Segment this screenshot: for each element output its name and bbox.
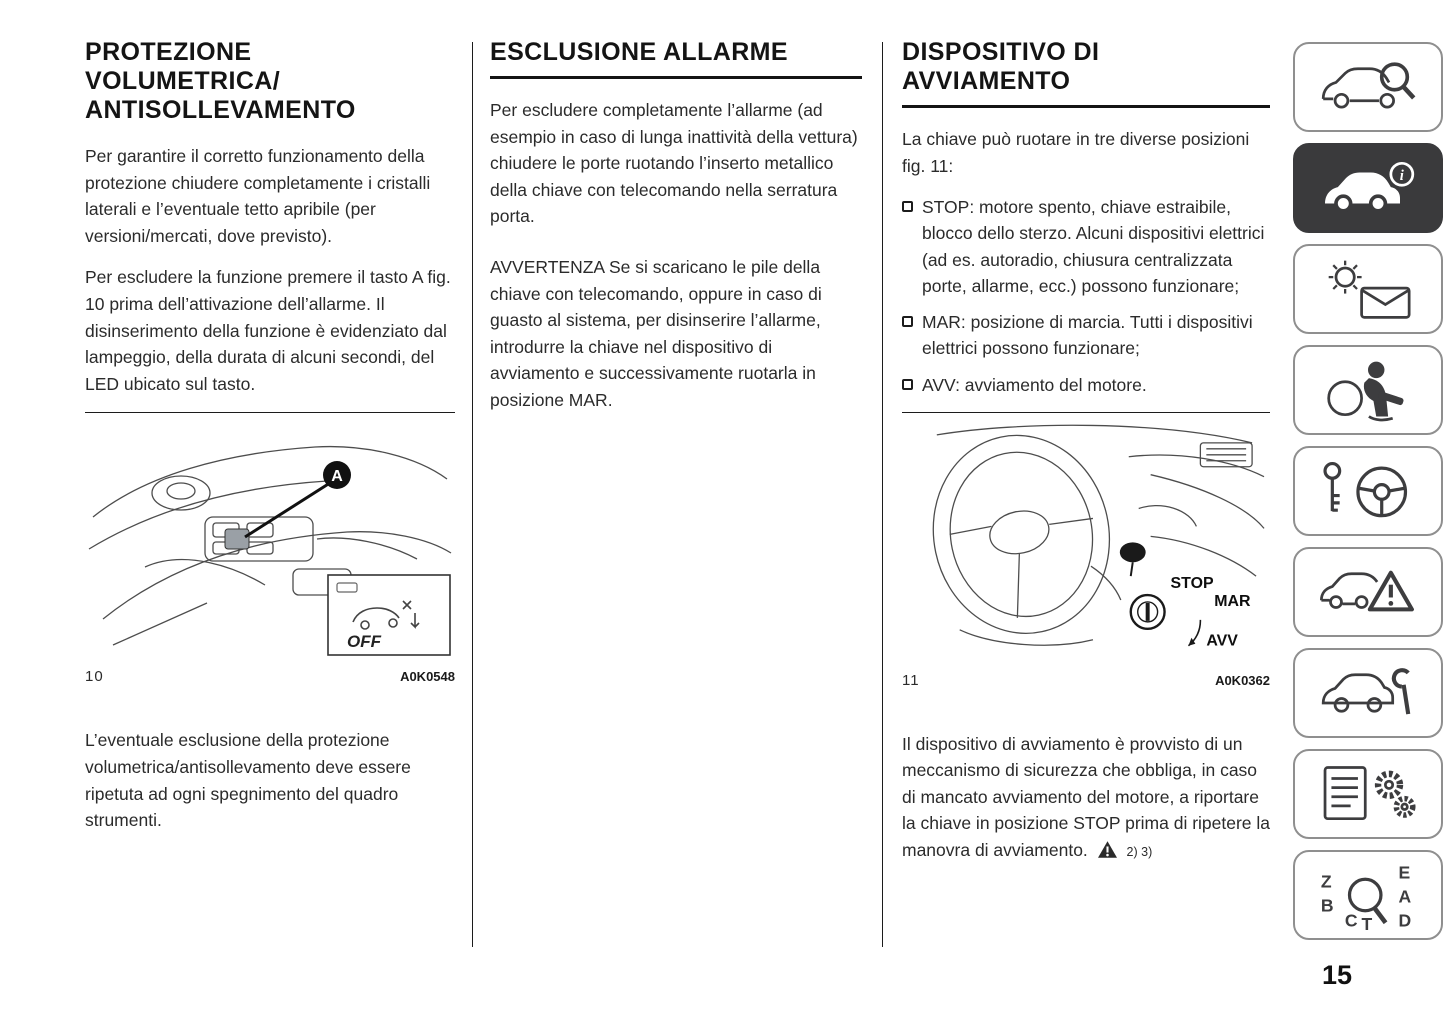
index-letter: D bbox=[1398, 910, 1412, 931]
heading-protezione-volumetrica bbox=[85, 38, 455, 125]
ignition-device-drawing bbox=[902, 417, 1270, 666]
tab-getting-to-know-vehicle[interactable] bbox=[1293, 42, 1443, 132]
document-gears-icon bbox=[1316, 762, 1420, 826]
page-number: 15 bbox=[1322, 960, 1353, 990]
heading-line: ANTISOLLEVAMENTO bbox=[85, 96, 356, 124]
section-tab-strip bbox=[1293, 42, 1443, 940]
heading-line: AVVIAMENTO bbox=[902, 67, 1071, 95]
figure-11-caption bbox=[902, 672, 1270, 689]
key-positions-list bbox=[902, 194, 1270, 398]
column-divider bbox=[472, 42, 473, 947]
paragraph: Per escludere completamente l’allarme (ad esempio in caso di lunga inattività della vettura) chiudere le porte ruotando l’inserto metallico della chiave con telecomando nella serratura porta. bbox=[490, 100, 858, 227]
index-letter: T bbox=[1361, 914, 1373, 932]
figure-10-caption bbox=[85, 668, 455, 685]
callout-A-label: A bbox=[331, 468, 343, 486]
column-dispositivo-avviamento bbox=[902, 38, 1270, 879]
list-item-text: STOP: motore spento, chiave estraibile, blocco dello sterzo. Alcuni dispositivi elettrici (ad es. autoradio, chiusura centralizzata porte, allarme, ecc.) possono funzionare; bbox=[922, 197, 1265, 296]
square-bullet-icon bbox=[902, 316, 913, 327]
list-item bbox=[902, 372, 1270, 398]
light-envelope-icon bbox=[1316, 257, 1420, 321]
letters-index-icon bbox=[1316, 858, 1420, 932]
tab-warning-lights-and-messages[interactable] bbox=[1293, 244, 1443, 334]
heading-underline bbox=[902, 105, 1270, 108]
paragraph: Per escludere la funzione premere il tasto A fig. 10 prima dell’attivazione dell’allarme. Il disinserimento della funzione è evidenziato dal lampeggio, della durata di alcuni secondi, del LED ubicato sul tasto. bbox=[85, 267, 451, 394]
info-glyph: i bbox=[1399, 167, 1404, 184]
figure-11-ignition-device bbox=[902, 412, 1270, 689]
tab-in-an-emergency[interactable] bbox=[1293, 547, 1443, 637]
stop-position-label: STOP bbox=[1170, 575, 1214, 593]
column-divider bbox=[882, 42, 883, 947]
index-letter: C bbox=[1344, 910, 1358, 931]
heading-line: PROTEZIONE bbox=[85, 38, 252, 66]
index-letter: B bbox=[1320, 895, 1334, 916]
figure-code: A0K0548 bbox=[400, 669, 455, 685]
car-magnifier-icon bbox=[1316, 55, 1420, 119]
overhead-console-drawing bbox=[85, 417, 455, 662]
index-letter: Z bbox=[1320, 871, 1332, 892]
note-references: 2) 3) bbox=[1126, 844, 1153, 859]
figure-10-overhead-console bbox=[85, 412, 455, 685]
warning-triangle-icon bbox=[1097, 840, 1118, 859]
list-item bbox=[902, 194, 1270, 299]
column-protezione-volumetrica bbox=[85, 38, 455, 849]
square-bullet-icon bbox=[902, 379, 913, 390]
avv-position-label: AVV bbox=[1206, 632, 1238, 650]
paragraph: AVVERTENZA Se si scaricano le pile della chiave con telecomando, oppure in caso di guasto al sistema, per disinserire l’allarme, introdurre la chiave nel dispositivo di avviamento e successivamente ruotarla in posizione MAR. bbox=[490, 256, 822, 410]
square-bullet-icon bbox=[902, 201, 913, 212]
off-label: OFF bbox=[347, 632, 381, 652]
figure-number: 10 bbox=[85, 668, 104, 686]
heading-line: VOLUMETRICA/ bbox=[85, 67, 281, 95]
car-wrench-icon bbox=[1316, 661, 1420, 725]
tab-safety[interactable] bbox=[1293, 345, 1443, 435]
heading-esclusione-allarme: ESCLUSIONE ALLARME bbox=[490, 38, 788, 66]
tab-active-section[interactable] bbox=[1293, 143, 1443, 233]
paragraph bbox=[902, 731, 1270, 864]
key-steering-wheel-icon bbox=[1316, 459, 1420, 523]
heading-dispositivo-avviamento bbox=[902, 38, 1270, 96]
figure-number: 11 bbox=[902, 671, 920, 689]
airbag-person-icon bbox=[1316, 358, 1420, 422]
figure-code: A0K0362 bbox=[1215, 672, 1270, 688]
deactivation-button bbox=[225, 529, 249, 549]
paragraph: Per garantire il corretto funzionamento della protezione chiudere completamente i cristalli laterali e l’eventuale tetto apribile (per versioni/mercati, dove previsto). bbox=[85, 146, 431, 246]
figure-inset-button-detail bbox=[328, 575, 450, 655]
heading-underline bbox=[490, 76, 862, 79]
list-item-text: AVV: avviamento del motore. bbox=[922, 374, 1147, 395]
list-item bbox=[902, 309, 1270, 362]
paragraph-text: Il dispositivo di avviamento è provvisto di un meccanismo di sicurezza che obbliga, in caso di mancato avviamento del motore, a riportare la chiave in posizione STOP prima di ripetere la manovra di avviamento. bbox=[902, 733, 1271, 860]
mar-position-label: MAR bbox=[1214, 592, 1251, 610]
tab-starting-and-driving[interactable] bbox=[1293, 446, 1443, 536]
index-letter: E bbox=[1398, 862, 1411, 883]
column-esclusione-allarme bbox=[490, 38, 862, 429]
car-warning-triangle-icon bbox=[1316, 560, 1420, 624]
ignition-lock bbox=[1131, 595, 1165, 629]
tab-alphabetical-index[interactable] bbox=[1293, 850, 1443, 940]
index-letter: A bbox=[1398, 886, 1412, 907]
tab-servicing-and-maintenance[interactable] bbox=[1293, 648, 1443, 738]
paragraph: La chiave può ruotare in tre diverse posizioni fig. 11: bbox=[902, 129, 1250, 176]
ignition-key-knob bbox=[1120, 542, 1146, 562]
paragraph: L’eventuale esclusione della protezione volumetrica/antisollevamento deve essere ripetuta ad ogni spegnimento del quadro strumenti. bbox=[85, 730, 411, 831]
list-item-text: MAR: posizione di marcia. Tutti i dispositivi elettrici possono funzionare; bbox=[922, 312, 1253, 359]
car-info-icon bbox=[1316, 156, 1420, 220]
heading-line: DISPOSITIVO DI bbox=[902, 38, 1100, 66]
tab-technical-data[interactable] bbox=[1293, 749, 1443, 839]
